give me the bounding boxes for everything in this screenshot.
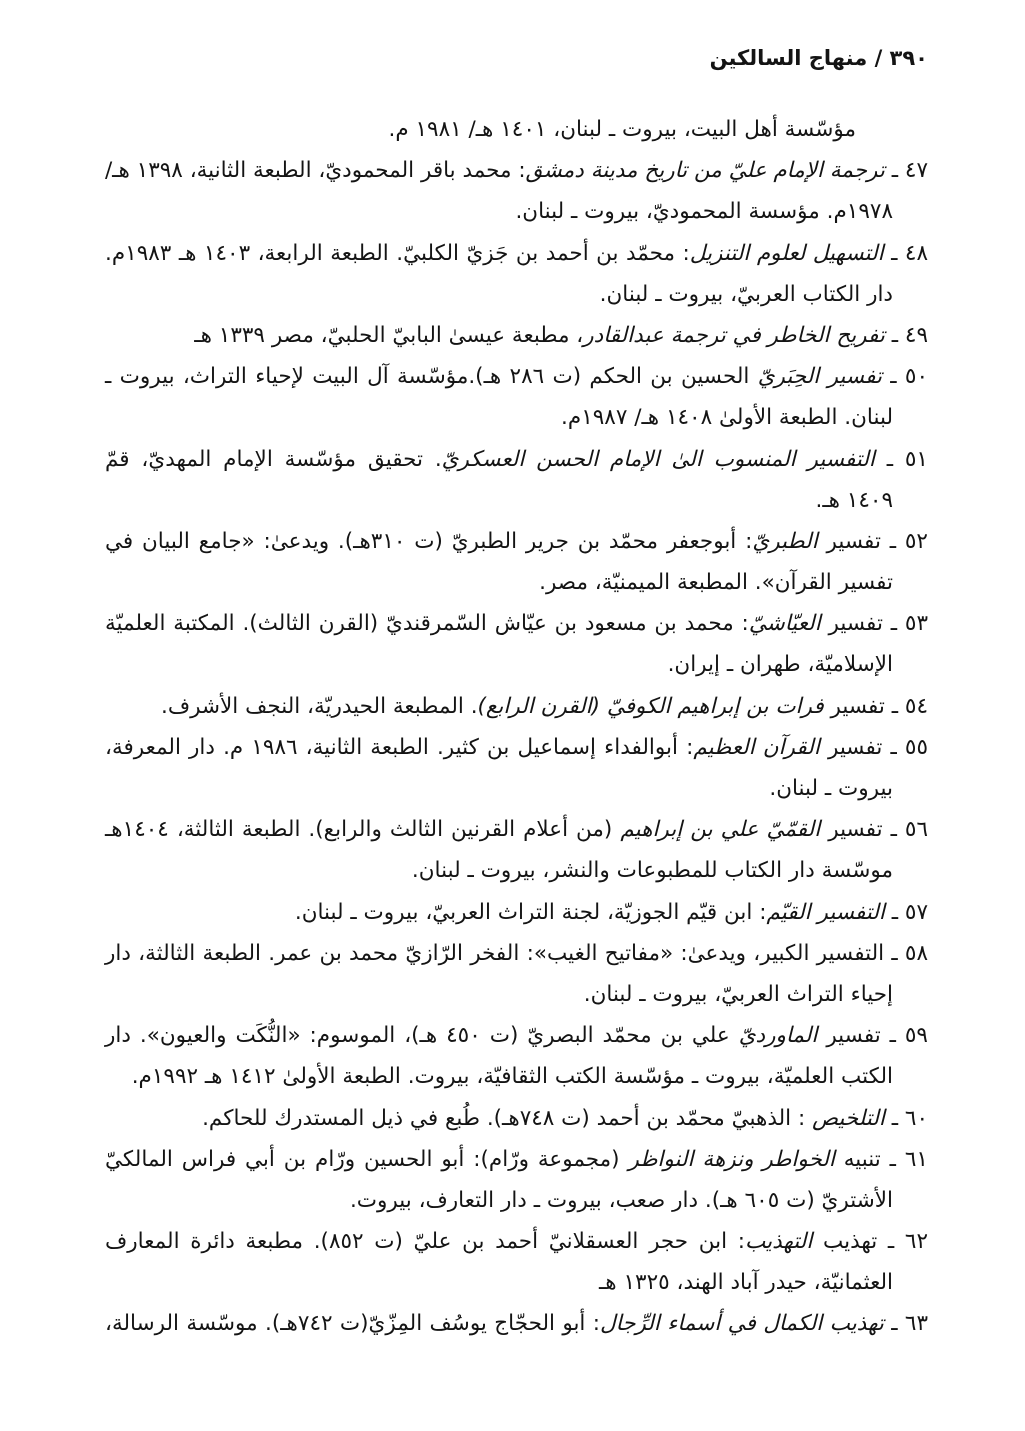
entry-first-line <box>105 1139 928 1180</box>
entry-first-line <box>105 1221 928 1262</box>
entry-title: العيّاشيّ <box>748 611 821 637</box>
entry-title: التسهيل لعلوم التنزيل <box>689 240 884 266</box>
entry-details: (مجموعة ورّام): أبو الحسين ورّام بن أبي فراس المالكيّ <box>105 1146 629 1172</box>
entry-first-line <box>105 809 928 850</box>
entry-continuation-line: لبنان. الطبعة الأولىٰ ١٤٠٨ هـ/ ١٩٨٧م. <box>561 405 893 431</box>
entry-continuation-line: ١٤٠٩ هـ. <box>815 487 893 513</box>
bibliography-entry <box>105 1303 928 1344</box>
entry-details: ، مطبعة عيسىٰ البابيّ الحلبيّ، مصر ١٣٣٩ هـ <box>194 322 584 348</box>
entry-title: الخواطر ونزهة النواظر <box>628 1146 835 1172</box>
entry-details: : ابن حجر العسقلانيّ أحمد بن عليّ (ت ٨٥٢). مطبعة دائرة المعارف <box>105 1229 745 1255</box>
bibliography-entry <box>105 1098 928 1139</box>
bibliography-entry <box>105 150 928 232</box>
entry-number: ٦٢ ـ <box>887 1229 928 1255</box>
bibliography-entry <box>105 1015 928 1097</box>
entry-first-line <box>105 315 928 356</box>
entry-first-line <box>105 150 928 191</box>
entry-continuation-line: إحياء التراث العربيّ، بيروت ـ لبنان. <box>583 981 893 1007</box>
entry-details: : ابن قيّم الجوزيّة، لجنة التراث العربيّ، بيروت ـ لبنان. <box>294 899 767 925</box>
entry-number: ٦١ ـ <box>889 1146 928 1172</box>
running-head-separator: / <box>874 46 883 70</box>
entry-first-line <box>105 356 928 397</box>
bibliography-entry <box>105 1221 928 1303</box>
entry-details: : محمد بن مسعود بن عيّاش السّمرقنديّ (القرن الثالث). المكتبة العلميّة <box>105 611 749 637</box>
entry-details: : محمد باقر المحموديّ، الطبعة الثانية، ١٣٩٨ هـ/ <box>104 158 526 184</box>
entry-continuation-line: الكتب العلميّة، بيروت ـ مؤسّسة الكتب الثقافيّة، بيروت. الطبعة الأولىٰ ١٤١٢ هـ ١٩٩٢م. <box>131 1064 893 1090</box>
entry-title-lead: تفسير <box>826 1023 881 1049</box>
entry-number: ٥٢ ـ <box>889 528 928 554</box>
entry-details: : الذهبيّ محمّد بن أحمد (ت ٧٤٨هـ). طُبع في ذيل المستدرك للحاكم. <box>202 1105 813 1131</box>
entry-first-line <box>105 933 928 974</box>
entry-details: التفسير الكبير، ويدعىٰ: «مفاتيح الغيب»: الفخر الرّازيّ محمد بن عمر. الطبعة الثالثة، دار <box>105 940 885 966</box>
entry-continuation-line: بيروت ـ لبنان. <box>769 776 893 801</box>
entry-first-line <box>105 892 928 933</box>
bibliography-entry <box>105 603 928 685</box>
bibliography-entry <box>105 892 928 933</box>
bibliography-entry <box>105 686 928 727</box>
entry-title: تفسير الحِبَريّ <box>757 364 882 390</box>
bibliography-entry <box>105 356 928 438</box>
bibliography-entry <box>105 809 928 891</box>
entry-details: : أبو الحجّاج يوسُف المِزّيّ(ت ٧٤٢هـ). موسّسة الرسالة، <box>105 1311 601 1337</box>
entry-continuation-line: موسّسة دار الكتاب للمطبوعات والنشر، بيروت ـ لبنان. <box>411 858 893 884</box>
entry-number: ٥٤ ـ <box>891 693 928 719</box>
entry-number: ٤٨ ـ <box>891 240 928 266</box>
entry-title: تهذيب الكمال في أسماء الرِّجال <box>600 1311 884 1337</box>
entry-continuation-line: دار الكتاب العربيّ، بيروت ـ لبنان. <box>599 281 893 307</box>
entry-title-lead: تهذيب <box>822 1229 878 1255</box>
entry-details: الحسين بن الحكم (ت ٢٨٦ هـ).مؤسّسة آل البيت لإحياء التراث، بيروت ـ <box>105 364 758 390</box>
bibliography-list <box>105 109 928 1345</box>
entry-number: ٤٧ ـ <box>891 158 928 184</box>
bibliography-entry <box>105 727 928 809</box>
entry-first-line <box>105 1303 928 1344</box>
entry-number: ٥٨ ـ <box>891 940 929 966</box>
bibliography-entry <box>105 521 928 603</box>
entry-number: ٦٠ ـ <box>891 1105 928 1131</box>
entry-number: ٥٧ ـ <box>891 899 928 925</box>
entry-details: . المطبعة الحيدريّة، النجف الأشرف. <box>161 693 478 719</box>
entry-details: (من أعلام القرنين الثالث والرابع). الطبعة الثالثة، ١٤٠٤هـ <box>105 817 621 843</box>
entry-details: : أبوالفداء إسماعيل بن كثير. الطبعة الثانية، ١٩٨٦ م. دار المعرفة، <box>105 734 694 760</box>
bibliography-entry <box>105 1139 928 1221</box>
entry-number: ٥١ ـ <box>886 446 928 472</box>
entry-title-lead: تفسير <box>828 611 883 637</box>
entry-first-line <box>105 686 928 727</box>
carried-over-line: مؤسّسة أهل البيت، بيروت ـ لبنان، ١٤٠١ هـ/ ١٩٨١ م. <box>388 117 856 142</box>
entry-title-lead: تفسير <box>826 528 881 554</box>
entry-number: ٥٦ ـ <box>890 817 928 843</box>
entry-details: : أبوجعفر محمّد بن جرير الطبريّ (ت ٣١٠هـ). ويدعىٰ: «جامع البيان في <box>105 528 753 554</box>
entry-details: . تحقيق مؤسّسة الإمام المهديّ، قمّ <box>105 446 442 472</box>
entry-number: ٥٣ ـ <box>890 611 929 637</box>
entry-title: التهذيب <box>744 1229 813 1255</box>
entry-title: التفسير المنسوب الىٰ الإمام الحسن العسكريّ <box>441 446 875 472</box>
entry-first-line <box>105 521 928 562</box>
page-number: ٣٩٠ <box>889 46 928 70</box>
entry-title: ترجمة الإمام عليّ من تاريخ مدينة دمشق <box>525 158 885 184</box>
entry-first-line <box>105 603 928 644</box>
entry-first-line <box>105 1098 928 1139</box>
bibliography-entry <box>105 315 928 356</box>
entry-title-lead: تفسير <box>828 817 883 843</box>
entry-continuation-line: العثمانيّة، حيدر آباد الهند، ١٣٢٥ هـ <box>598 1270 893 1296</box>
bibliography-entry <box>105 233 928 315</box>
entry-number: ٥٥ ـ <box>890 734 928 760</box>
entry-continuation-line: الأشتريّ (ت ٦٠٥ هـ). دار صعب، بيروت ـ دار التعارف، بيروت. <box>349 1187 893 1213</box>
entry-number: ٤٩ ـ <box>891 322 928 348</box>
entry-details: علي بن محمّد البصريّ (ت ٤٥٠ هـ)، الموسوم: «النُّكَت والعيون». دار <box>105 1023 739 1049</box>
entry-title-lead: تنبيه <box>843 1146 881 1172</box>
entry-number: ٦٣ ـ <box>891 1311 929 1337</box>
entry-number: ٥٩ ـ <box>889 1023 928 1049</box>
entry-title: تفريح الخاطر في ترجمة عبدالقادر <box>583 322 885 348</box>
entry-continuation-line: ١٩٧٨م. مؤسسة المحموديّ، بيروت ـ لبنان. <box>515 199 893 225</box>
book-title: منهاج السالكين <box>709 46 868 70</box>
entry-first-line <box>105 727 928 768</box>
entry-title-lead: تفسير <box>827 734 883 760</box>
entry-title: القمّيّ علي بن إبراهيم <box>620 817 821 843</box>
entry-number: ٥٠ ـ <box>890 364 928 390</box>
entry-continuation-line: تفسير القرآن». المطبعة الميمنيّة، مصر. <box>539 570 893 596</box>
entry-title-lead: تفسير <box>830 693 885 719</box>
bibliography-entry <box>105 933 928 1015</box>
running-head <box>710 40 928 76</box>
entry-first-line <box>105 439 928 480</box>
entry-title: التلخيص <box>812 1105 885 1131</box>
entry-title: فرات بن إبراهيم الكوفيّ (القرن الرابع) <box>477 693 824 719</box>
entry-title: الطبريّ <box>752 528 818 554</box>
entry-title: التفسير القيّم <box>766 899 885 925</box>
entry-title: القرآن العظيم <box>693 734 820 760</box>
entry-continuation-line: الإسلاميّة، طهران ـ إيران. <box>667 652 893 678</box>
entry-title: الماورديّ <box>738 1023 818 1049</box>
bibliography-entry <box>105 439 928 521</box>
entry-first-line <box>105 233 928 274</box>
entry-first-line <box>105 1015 928 1056</box>
entry-details: : محمّد بن أحمد بن جَزيّ الكلبيّ. الطبعة الرابعة، ١٤٠٣ هـ ١٩٨٣م. <box>105 240 690 266</box>
